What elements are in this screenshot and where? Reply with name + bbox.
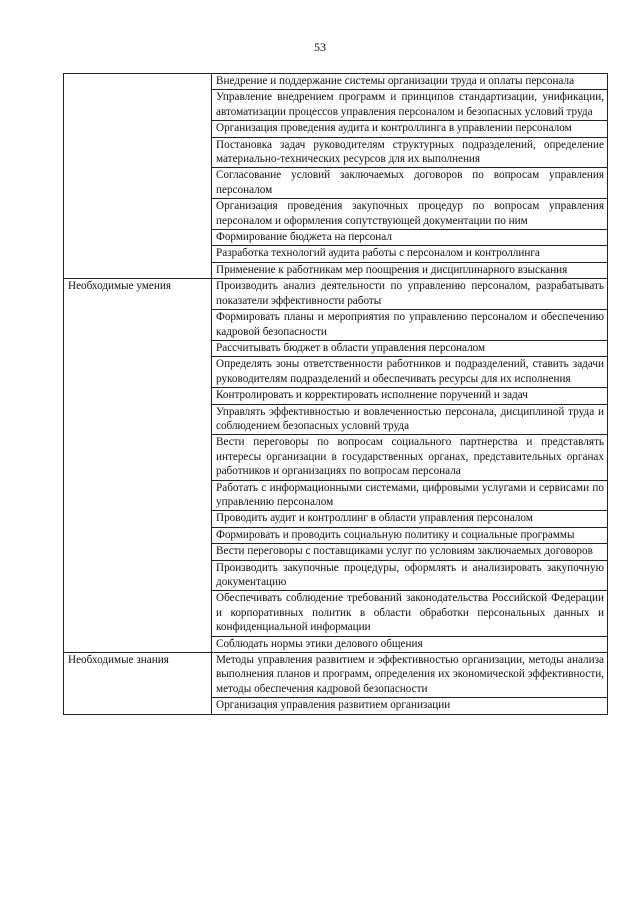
requirement-item: Соблюдать нормы этики делового общения	[212, 636, 608, 652]
requirement-item: Обеспечивать соблюдение требований законодательства Российской Федерации и корпоративных политик в области обработки персональных данных и конфиденциальной информации	[212, 591, 608, 636]
table-row	[64, 591, 608, 636]
table-row	[64, 560, 608, 591]
requirement-item: Определять зоны ответственности работников и подразделений, ставить задачи руководителям подразделений и обеспечивать ресурсы для их исполнения	[212, 357, 608, 388]
section-label-continuation	[64, 404, 212, 435]
table-row	[64, 404, 608, 435]
requirement-item: Управлять эффективностью и вовлеченностью персонала, дисциплиной труда и соблюдением безопасных условий труда	[212, 404, 608, 435]
requirement-item: Вести переговоры с поставщиками услуг по условиям заключаемых договоров	[212, 544, 608, 560]
requirement-item: Управление внедрением программ и принципов стандартизации, унификации, автоматизации процессов управления персоналом и безопасных условий труда	[212, 90, 608, 121]
section-label-continuation	[64, 591, 212, 636]
requirement-item: Постановка задач руководителям структурных подразделений, определение материально-технических ресурсов для их выполнения	[212, 137, 608, 168]
section-label-continuation	[64, 230, 212, 246]
section-label-continuation	[64, 698, 212, 714]
table-row	[64, 636, 608, 652]
table-row	[64, 74, 608, 90]
section-label-continuation	[64, 560, 212, 591]
table-row	[64, 527, 608, 543]
table-row	[64, 199, 608, 230]
table-row	[64, 511, 608, 527]
section-label	[64, 74, 212, 90]
table-row	[64, 230, 608, 246]
requirement-item: Производить закупочные процедуры, оформлять и анализировать закупочную документацию	[212, 560, 608, 591]
table-row	[64, 435, 608, 480]
section-label-continuation	[64, 262, 212, 278]
requirement-item: Разработка технологий аудита работы с персоналом и контроллинга	[212, 246, 608, 262]
table-row	[64, 246, 608, 262]
requirement-item: Контролировать и корректировать исполнение поручений и задач	[212, 388, 608, 404]
table-row	[64, 262, 608, 278]
table-row	[64, 653, 608, 698]
table-row	[64, 480, 608, 511]
section-label-continuation	[64, 480, 212, 511]
section-label-continuation	[64, 199, 212, 230]
requirement-item: Методы управления развитием и эффективностью организации, методы анализа выполнения планов и программ, определения их экономической эффективности, методы обеспечения кадровой безопасности	[212, 653, 608, 698]
requirement-item: Формировать планы и мероприятия по управлению персоналом и обеспечению кадровой безопасности	[212, 310, 608, 341]
section-label-continuation	[64, 527, 212, 543]
table-row	[64, 168, 608, 199]
requirement-item: Согласование условий заключаемых договоров по вопросам управления персоналом	[212, 168, 608, 199]
table-row	[64, 357, 608, 388]
section-label-continuation	[64, 121, 212, 137]
page-number: 53	[314, 40, 326, 54]
section-label-continuation	[64, 310, 212, 341]
section-label-continuation	[64, 388, 212, 404]
table-row	[64, 388, 608, 404]
table-row	[64, 90, 608, 121]
requirements-table	[63, 73, 608, 715]
section-label-continuation	[64, 137, 212, 168]
requirement-item: Применение к работникам мер поощрения и дисциплинарного взыскания	[212, 262, 608, 278]
section-label-continuation	[64, 90, 212, 121]
table-row	[64, 279, 608, 310]
requirement-item: Формировать и проводить социальную политику и социальные программы	[212, 527, 608, 543]
section-label: Необходимые знания	[64, 653, 212, 698]
section-label-continuation	[64, 340, 212, 356]
section-label-continuation	[64, 168, 212, 199]
requirement-item: Вести переговоры по вопросам социального партнерства и представлять интересы организации в государственных органах, представительных органах работников и организациях по вопросам персонала	[212, 435, 608, 480]
requirement-item: Организация проведения закупочных процедур по вопросам управления персоналом и оформления сопутствующей документации по ним	[212, 199, 608, 230]
section-label-continuation	[64, 435, 212, 480]
requirement-item: Внедрение и поддержание системы организации труда и оплаты персонала	[212, 74, 608, 90]
section-label-continuation	[64, 511, 212, 527]
table-row	[64, 340, 608, 356]
table-row	[64, 698, 608, 714]
section-label-continuation	[64, 544, 212, 560]
requirement-item: Работать с информационными системами, цифровыми услугами и сервисами по управлению персоналом	[212, 480, 608, 511]
section-label-continuation	[64, 636, 212, 652]
table-row	[64, 137, 608, 168]
table-row	[64, 310, 608, 341]
section-label: Необходимые умения	[64, 279, 212, 310]
requirement-item: Производить анализ деятельности по управлению персоналом, разрабатывать показатели эффективности работы	[212, 279, 608, 310]
requirement-item: Проводить аудит и контроллинг в области управления персоналом	[212, 511, 608, 527]
requirement-item: Организация проведения аудита и контроллинга в управлении персоналом	[212, 121, 608, 137]
table-row	[64, 121, 608, 137]
requirement-item: Организация управления развитием организации	[212, 698, 608, 714]
requirement-item: Формирование бюджета на персонал	[212, 230, 608, 246]
section-label-continuation	[64, 246, 212, 262]
requirement-item: Рассчитывать бюджет в области управления персоналом	[212, 340, 608, 356]
section-label-continuation	[64, 357, 212, 388]
table-row	[64, 544, 608, 560]
